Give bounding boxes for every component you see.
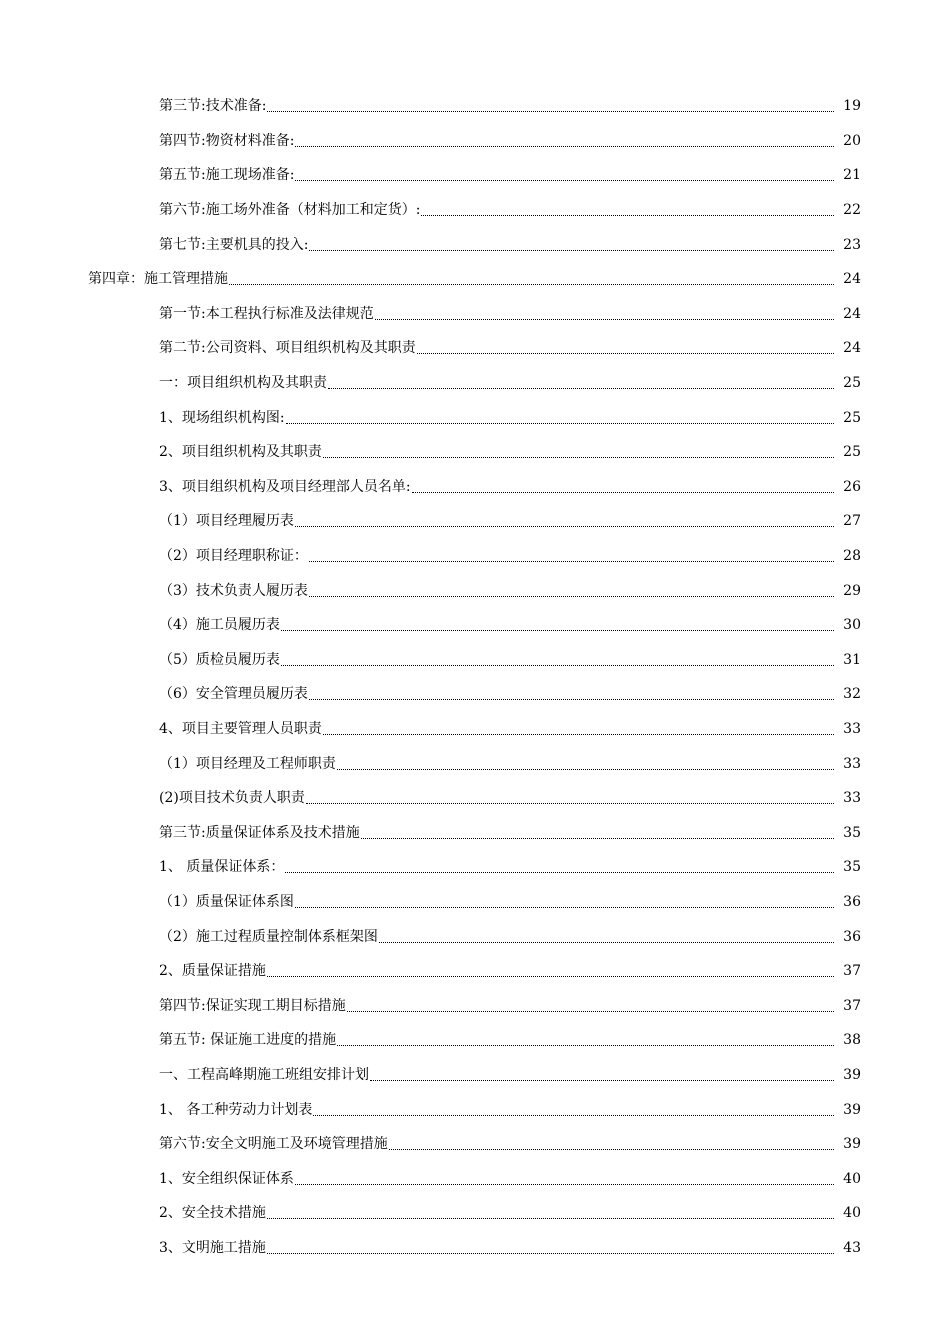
toc-entry-title: 第三节:质量保证体系及技术措施: [159, 824, 360, 841]
toc-dot-leader: [361, 824, 834, 842]
toc-page-number: 31: [843, 651, 861, 668]
toc-entry-title: 一：项目组织机构及其职责: [159, 375, 327, 392]
toc-entry-title: 2、质量保证措施: [159, 963, 266, 980]
toc-page-number: 40: [843, 1205, 861, 1222]
toc-entry-title: (2)项目技术负责人职责: [159, 790, 305, 807]
toc-entry[interactable]: [0, 1231, 950, 1266]
toc-page-number: 26: [843, 478, 861, 495]
toc-dot-leader: [379, 928, 834, 946]
toc-page-number: 40: [843, 1170, 861, 1187]
toc-entry-title: 1、安全组织保证体系: [159, 1170, 294, 1187]
toc-entry[interactable]: [0, 712, 950, 747]
toc-dot-leader: [295, 166, 834, 184]
toc-dot-leader: [285, 858, 834, 876]
toc-page-number: 19: [843, 98, 861, 115]
toc-entry[interactable]: [0, 470, 950, 505]
toc-entry-title: （1）质量保证体系图: [159, 893, 294, 910]
toc-entry-title: 第三节:技术准备:: [159, 98, 267, 115]
toc-dot-leader: [370, 1066, 834, 1084]
toc-entry-title: 第六节:安全文明施工及环境管理措施: [159, 1136, 388, 1153]
toc-entry[interactable]: [0, 573, 950, 608]
toc-page-number: 37: [843, 997, 861, 1014]
toc-entry[interactable]: [0, 366, 950, 401]
toc-entry-title: 3、文明施工措施: [159, 1239, 266, 1256]
toc-entry[interactable]: [0, 227, 950, 262]
toc-page-number: 30: [843, 617, 861, 634]
toc-entry[interactable]: [0, 504, 950, 539]
toc-dot-leader: [267, 97, 834, 115]
toc-page-number: 39: [843, 1066, 861, 1083]
toc-entry[interactable]: [0, 988, 950, 1023]
toc-dot-leader: [328, 374, 834, 392]
toc-dot-leader: [337, 755, 834, 773]
toc-dot-leader: [295, 893, 834, 911]
toc-page-number: 39: [843, 1136, 861, 1153]
toc-entry-title: 第一节:本工程执行标准及法律规范: [159, 305, 374, 322]
toc-page-number: 33: [843, 790, 861, 807]
toc-dot-leader: [375, 305, 834, 323]
toc-entry-title: 第四节:物资材料准备:: [159, 132, 295, 149]
toc-entry-title: （1）项目经理及工程师职责: [159, 755, 336, 772]
toc-entry[interactable]: [0, 400, 950, 435]
toc-entry-title: 第五节:施工现场准备:: [159, 167, 295, 184]
toc-dot-leader: [337, 1031, 834, 1049]
toc-dot-leader: [281, 651, 834, 669]
toc-entry[interactable]: [0, 89, 950, 124]
toc-entry-title: 2、安全技术措施: [159, 1205, 266, 1222]
toc-entry[interactable]: [0, 1196, 950, 1231]
toc-entry[interactable]: [0, 746, 950, 781]
toc-entry-title: 1、 质量保证体系：: [159, 859, 285, 876]
toc-entry[interactable]: [0, 850, 950, 885]
toc-page-number: 25: [843, 444, 861, 461]
toc-entry-title: 1、现场组织机构图:: [159, 409, 285, 426]
toc-dot-leader: [295, 512, 834, 530]
toc-entry[interactable]: [0, 435, 950, 470]
toc-dot-leader: [267, 1204, 834, 1222]
toc-page-number: 22: [843, 202, 861, 219]
toc-entry-title: 第四章：施工管理措施: [88, 271, 228, 288]
toc-dot-leader: [295, 1170, 834, 1188]
toc-dot-leader: [309, 685, 834, 703]
toc-dot-leader: [313, 1101, 834, 1119]
toc-page-number: 28: [843, 548, 861, 565]
toc-entry-title: 4、项目主要管理人员职责: [159, 720, 322, 737]
toc-entry[interactable]: [0, 643, 950, 678]
toc-entry[interactable]: [0, 1161, 950, 1196]
toc-dot-leader: [323, 443, 834, 461]
toc-entry[interactable]: [0, 677, 950, 712]
toc-dot-leader: [323, 720, 834, 738]
toc-page-number: 23: [843, 236, 861, 253]
toc-entry[interactable]: [0, 781, 950, 816]
toc-entry[interactable]: [0, 1127, 950, 1162]
toc-entry[interactable]: [0, 885, 950, 920]
toc-dot-leader: [295, 132, 834, 150]
toc-dot-leader: [229, 270, 834, 288]
toc-page-number: 24: [843, 340, 861, 357]
toc-entry[interactable]: [0, 1023, 950, 1058]
toc-entry-title: （6）安全管理员履历表: [159, 686, 308, 703]
toc-page-number: 39: [843, 1101, 861, 1118]
toc-entry[interactable]: [0, 919, 950, 954]
toc-entry-title: 第四节:保证实现工期目标措施: [159, 997, 346, 1014]
toc-page-number: 27: [843, 513, 861, 530]
toc-dot-leader: [267, 962, 834, 980]
toc-dot-leader: [309, 236, 834, 254]
toc-entry-title: （1）项目经理履历表: [159, 513, 294, 530]
toc-page-number: 38: [843, 1032, 861, 1049]
toc-page-number: 33: [843, 755, 861, 772]
table-of-contents: [0, 89, 950, 1265]
toc-page-number: 33: [843, 720, 861, 737]
toc-entry-title: 1、 各工种劳动力计划表: [159, 1101, 313, 1118]
toc-entry[interactable]: [0, 1092, 950, 1127]
toc-page-number: 43: [843, 1239, 861, 1256]
toc-entry[interactable]: [0, 815, 950, 850]
toc-entry-title: 第二节:公司资料、项目组织机构及其职责: [159, 340, 416, 357]
toc-entry[interactable]: [0, 297, 950, 332]
toc-entry[interactable]: [0, 124, 950, 159]
toc-page-number: 20: [843, 132, 861, 149]
toc-page-number: 37: [843, 963, 861, 980]
toc-entry[interactable]: [0, 158, 950, 193]
toc-page-number: 32: [843, 686, 861, 703]
toc-dot-leader: [281, 616, 834, 634]
toc-page-number: 35: [843, 859, 861, 876]
toc-dot-leader: [417, 339, 834, 357]
toc-entry[interactable]: [0, 1058, 950, 1093]
toc-page-number: 25: [843, 409, 861, 426]
toc-page-number: 35: [843, 824, 861, 841]
toc-entry[interactable]: [0, 954, 950, 989]
toc-chapter-entry[interactable]: [0, 262, 950, 297]
toc-entry-title: 一、工程高峰期施工班组安排计划: [159, 1066, 369, 1083]
toc-dot-leader: [347, 997, 834, 1015]
toc-page-number: 21: [843, 167, 861, 184]
toc-dot-leader: [389, 1135, 834, 1153]
toc-entry-title: （4）施工员履历表: [159, 617, 280, 634]
toc-entry[interactable]: [0, 608, 950, 643]
toc-page-number: 24: [843, 305, 861, 322]
toc-dot-leader: [309, 582, 834, 600]
toc-page-number: 25: [843, 375, 861, 392]
toc-dot-leader: [309, 547, 834, 565]
toc-entry-title: 3、项目组织机构及项目经理部人员名单:: [159, 478, 411, 495]
toc-entry[interactable]: [0, 331, 950, 366]
toc-entry-title: （5）质检员履历表: [159, 651, 280, 668]
toc-page-number: 36: [843, 928, 861, 945]
toc-entry[interactable]: [0, 539, 950, 574]
toc-page-number: 29: [843, 582, 861, 599]
toc-dot-leader: [421, 201, 834, 219]
toc-entry-title: 第六节:施工场外准备（材料加工和定货）:: [159, 202, 421, 219]
toc-entry-title: 第七节:主要机具的投入:: [159, 236, 309, 253]
toc-dot-leader: [286, 409, 834, 427]
toc-page-number: 36: [843, 893, 861, 910]
toc-dot-leader: [412, 478, 834, 496]
toc-entry-title: （2）施工过程质量控制体系框架图: [159, 928, 378, 945]
toc-entry-title: （2）项目经理职称证：: [159, 548, 308, 565]
toc-entry-title: 第五节: 保证施工进度的措施: [159, 1032, 337, 1049]
toc-entry-title: 2、项目组织机构及其职责: [159, 444, 322, 461]
toc-dot-leader: [267, 1239, 834, 1257]
toc-dot-leader: [306, 789, 834, 807]
toc-page-number: 24: [843, 271, 861, 288]
toc-entry[interactable]: [0, 193, 950, 228]
toc-entry-title: （3）技术负责人履历表: [159, 582, 308, 599]
